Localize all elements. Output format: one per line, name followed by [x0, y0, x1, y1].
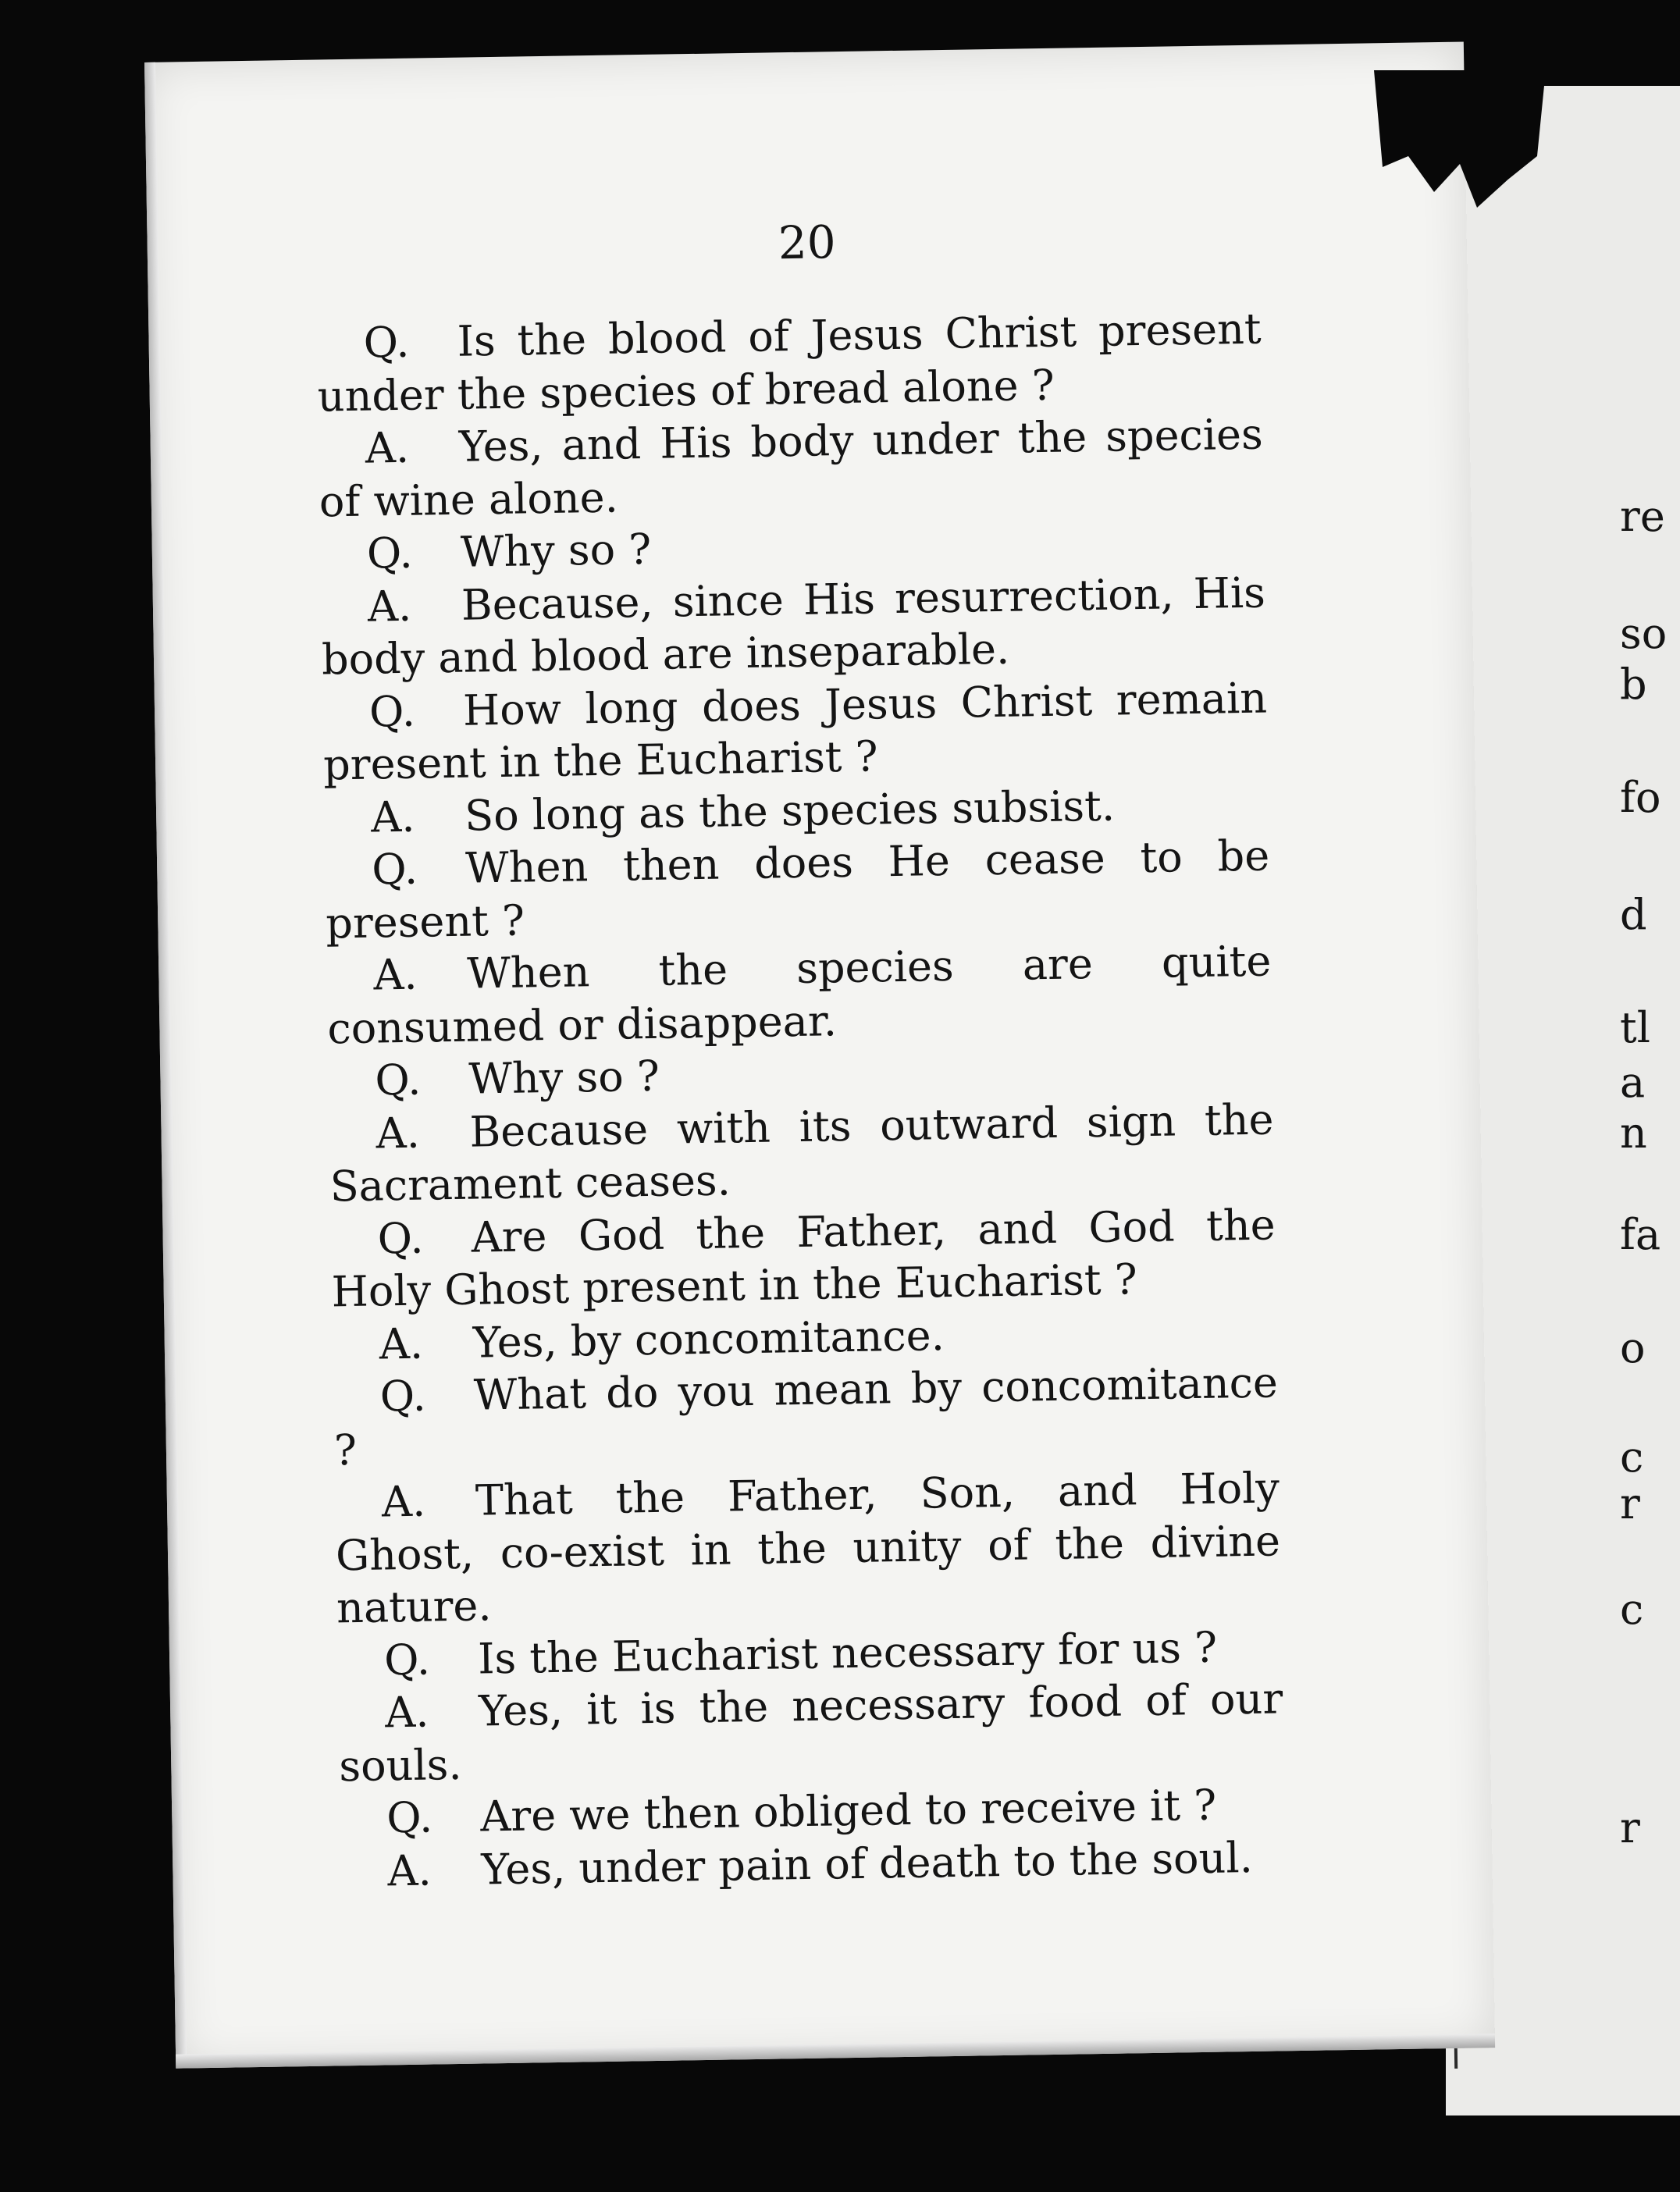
speaker-label: Q.: [368, 686, 416, 737]
facing-fragment: c: [1620, 1585, 1644, 1634]
facing-fragment: tl: [1620, 1003, 1650, 1052]
speaker-label: Q.: [379, 1371, 427, 1422]
facing-fragment: fa: [1620, 1210, 1661, 1259]
qa-entry: [338, 1672, 1284, 1792]
qa-entry: [316, 303, 1262, 423]
page-edge-bottom: [176, 2034, 1495, 2069]
qa-entry: [318, 408, 1264, 528]
facing-fragment: d: [1620, 890, 1647, 939]
entry-text: So long as the species subsist.: [464, 781, 1116, 841]
entry-text: Are we then obliged to receive it ?: [479, 1780, 1217, 1841]
speaker-label: Q.: [366, 528, 414, 578]
catechism-text: [316, 303, 1286, 1898]
entry-text: Because, since His resurrection, His body and blood are inseparable.: [321, 568, 1266, 685]
speaker-label: Q.: [377, 1213, 424, 1263]
qa-entry: [325, 829, 1271, 949]
entry-text: Yes, and His body under the species of wine alone.: [319, 409, 1264, 527]
speaker-label: Q.: [375, 1055, 422, 1105]
entry-text: That the Father, Son, and Holy Ghost, co-exist in the unity of the divine nature.: [335, 1463, 1281, 1633]
book-page: [144, 41, 1495, 2068]
speaker-label: Q.: [363, 317, 410, 368]
facing-fragment: fo: [1620, 773, 1661, 822]
qa-entry: [329, 1093, 1275, 1213]
speaker-label: Q.: [383, 1635, 431, 1685]
page-edge-left: [144, 62, 187, 2069]
speaker-label: A.: [372, 949, 418, 1000]
speaker-label: A.: [365, 422, 410, 473]
qa-entry: [320, 566, 1266, 686]
entry-text: Why so ?: [460, 524, 652, 577]
facing-fragment: a: [1620, 1058, 1646, 1107]
entry-text: When the species are quite consumed or disappear.: [326, 936, 1272, 1053]
speaker-label: Q.: [386, 1792, 433, 1843]
speaker-label: A.: [379, 1318, 424, 1368]
entry-text: How long does Jesus Christ remain present in the Eucharist ?: [322, 673, 1268, 790]
entry-text: Yes, it is the necessary food of our souls.: [338, 1674, 1283, 1791]
qa-entry: [334, 1461, 1281, 1634]
facing-fragment: r: [1620, 1803, 1640, 1852]
facing-fragment: b: [1620, 660, 1647, 709]
entry-text: Because with its outward sign the Sacrament ceases.: [329, 1094, 1274, 1212]
speaker-label: A.: [367, 581, 412, 632]
entry-text: Yes, under pain of death to the soul.: [480, 1832, 1254, 1895]
qa-entry: [326, 934, 1272, 1055]
speaker-label: Q.: [371, 844, 418, 895]
facing-fragment: o: [1620, 1323, 1646, 1372]
entry-text: Are God the Father, and God the Holy Ghost present in the Eucharist ?: [331, 1199, 1276, 1317]
qa-entry: [322, 671, 1269, 792]
facing-fragment: n: [1620, 1108, 1647, 1158]
speaker-label: A.: [384, 1687, 429, 1738]
facing-fragment: r: [1620, 1479, 1640, 1528]
qa-entry: [333, 1356, 1279, 1476]
entry-text: Is the Eucharist necessary for us ?: [477, 1622, 1218, 1684]
entry-text: Yes, by concomitance.: [472, 1310, 945, 1368]
speaker-label: A.: [376, 1108, 421, 1158]
speaker-label: A.: [370, 792, 415, 842]
speaker-label: A.: [381, 1476, 426, 1527]
facing-fragment: so: [1620, 609, 1668, 658]
entry-text: Is the blood of Jesus Christ present under the species of bread alone ?: [317, 304, 1262, 422]
facing-fragment: c: [1620, 1432, 1644, 1482]
qa-entry: [330, 1198, 1276, 1318]
entry-text: Why so ?: [468, 1051, 660, 1104]
entry-text: When then does He cease to be present ?: [325, 831, 1270, 948]
facing-fragment: re: [1620, 492, 1665, 541]
page-number: 20: [778, 215, 837, 270]
speaker-label: A.: [386, 1845, 432, 1895]
entry-text: What do you mean by concomitance ?: [333, 1358, 1279, 1475]
